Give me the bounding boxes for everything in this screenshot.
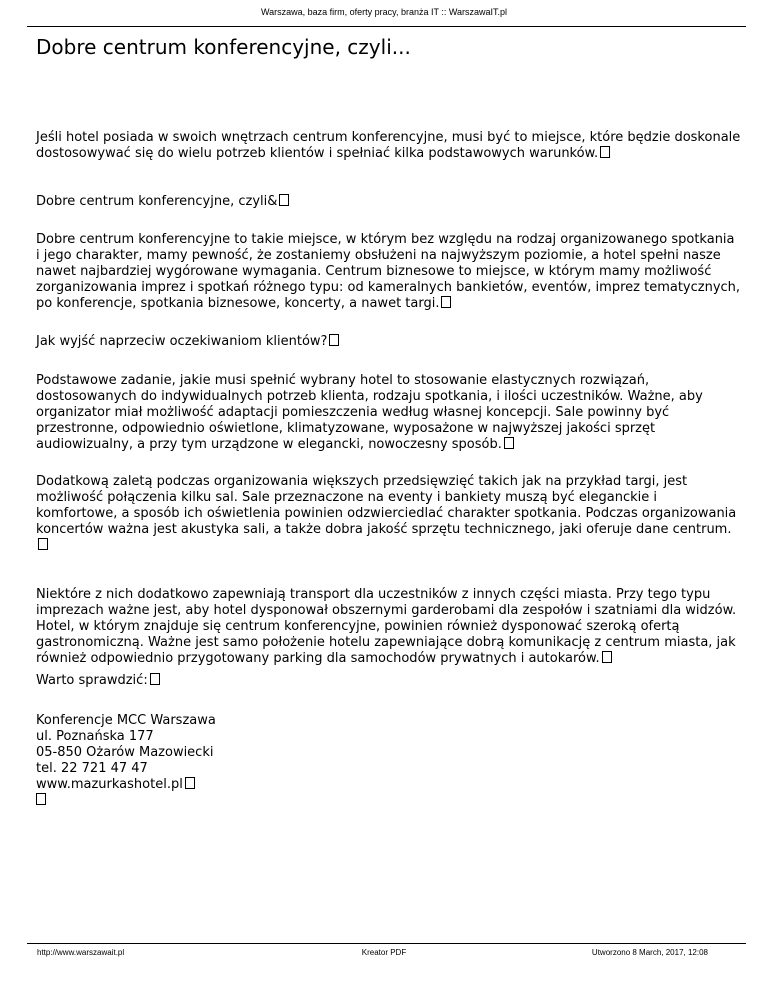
missing-glyph-icon	[504, 437, 514, 449]
contact-address	[36, 713, 741, 809]
address-phone: tel. 22 721 47 47	[36, 761, 148, 776]
address-city: 05-850 Ożarów Mazowiecki	[36, 745, 214, 760]
address-name: Konferencje MCC Warszawa	[36, 713, 216, 728]
article-title: Dobre centrum konferencyjne, czyli...	[36, 35, 411, 59]
missing-glyph-icon	[602, 651, 612, 663]
footer-generator: Kreator PDF	[361, 948, 407, 957]
missing-glyph-icon	[441, 296, 451, 308]
missing-glyph-icon	[36, 793, 46, 805]
paragraph-advantages	[36, 474, 741, 554]
section-heading-3	[36, 673, 741, 689]
footer-divider	[27, 943, 746, 944]
address-website-line	[36, 777, 741, 793]
missing-glyph-icon	[150, 673, 160, 685]
address-website[interactable]: www.mazurkashotel.pl	[36, 777, 183, 792]
paragraph-intro	[36, 130, 741, 162]
address-trailing-line	[36, 793, 741, 809]
paragraph-intro-text: Jeśli hotel posiada w swoich wnętrzach centrum konferencyjne, musi być to miejsce, które będzie doskonale dostosowywać się do wielu potrzeb klientów i spełniać kilka podstawowych warunków.	[36, 130, 741, 161]
section-heading-1-text: Dobre centrum konferencyjne, czyli&	[36, 194, 278, 209]
section-heading-1	[36, 194, 741, 210]
missing-glyph-icon	[600, 146, 610, 158]
missing-glyph-icon	[38, 538, 48, 550]
missing-glyph-icon	[185, 777, 195, 789]
section-heading-3-text: Warto sprawdzić:	[36, 673, 148, 688]
paragraph-transport	[36, 587, 741, 667]
paragraph-advantages-text: Dodatkową zaletą podczas organizowania większych przedsięwzięć takich jak na przykład targi, jest możliwość połączenia kilku sal. Sale przeznaczone na eventy i bankiety muszą być eleganckie i komfortowe, a sposób ich oświetlenia powinien odzwierciedlać charakter spotkania. Podczas organizowania koncertów ważna jest akustyka sali, a także dobra jakość sprzętu technicznego, jaki oferuje dane centrum.	[36, 474, 737, 537]
paragraph-transport-text: Niektóre z nich dodatkowo zapewniają transport dla uczestników z innych części miasta. Przy tego typu imprezach ważne jest, aby hotel dysponował obszernymi garderobami dla zespołów i szatniami dla widzów. Hotel, w którym znajduje się centrum konferencyjne, powinien również dysponować szeroką ofertą gastronomiczną. Ważne jest samo położenie hotelu zapewniające dobrą komunikację z centrum miasta, jak również odpowiednio przygotowany parking dla samochodów prywatnych i autokarów.	[36, 587, 737, 666]
missing-glyph-icon	[279, 194, 289, 206]
section-heading-2	[36, 334, 741, 350]
paragraph-requirements-text: Podstawowe zadanie, jakie musi spełnić wybrany hotel to stosowanie elastycznych rozwiązań, dostosowanych do indywidualnych potrzeb klienta, rodzaju spotkania, i ilości uczestników. Ważne, aby organizator miał możliwość adaptacji pomieszczenia według własnej koncepcji. Sale powinny być przestronne, odpowiednio oświetlone, klimatyzowane, wyposażone w najwyższej jakości sprzęt audiowizualny, a przy tym urządzone w elegancki, nowoczesny sposób.	[36, 373, 703, 452]
paragraph-definition	[36, 232, 741, 312]
address-street: ul. Poznańska 177	[36, 729, 154, 744]
page-header-title: Warszawa, baza firm, oferty pracy, branża IT :: WarszawaIT.pl	[260, 7, 508, 17]
paragraph-requirements	[36, 373, 741, 453]
footer-created-date: Utworzono 8 March, 2017, 12:08	[591, 948, 708, 957]
header-divider	[27, 26, 746, 27]
missing-glyph-icon	[329, 334, 339, 346]
section-heading-2-text: Jak wyjść naprzeciw oczekiwaniom klientów?	[36, 334, 328, 349]
footer-url[interactable]: http://www.warszawait.pl	[37, 948, 125, 957]
paragraph-definition-text: Dobre centrum konferencyjne to takie miejsce, w którym bez względu na rodzaj organizowanego spotkania i jego charakter, mamy pewność, że zostaniemy obsłużeni na najwyższym poziomie, a hotel spełni nasze nawet najbardziej wygórowane wymagania. Centrum biznesowe to miejsce, w którym mamy możliwość zorganizowania imprez i spotkań różnego typu: od kameralnych bankietów, eventów, imprez tematycznych, po konferencje, spotkania biznesowe, koncerty, a nawet targi.	[36, 232, 741, 311]
